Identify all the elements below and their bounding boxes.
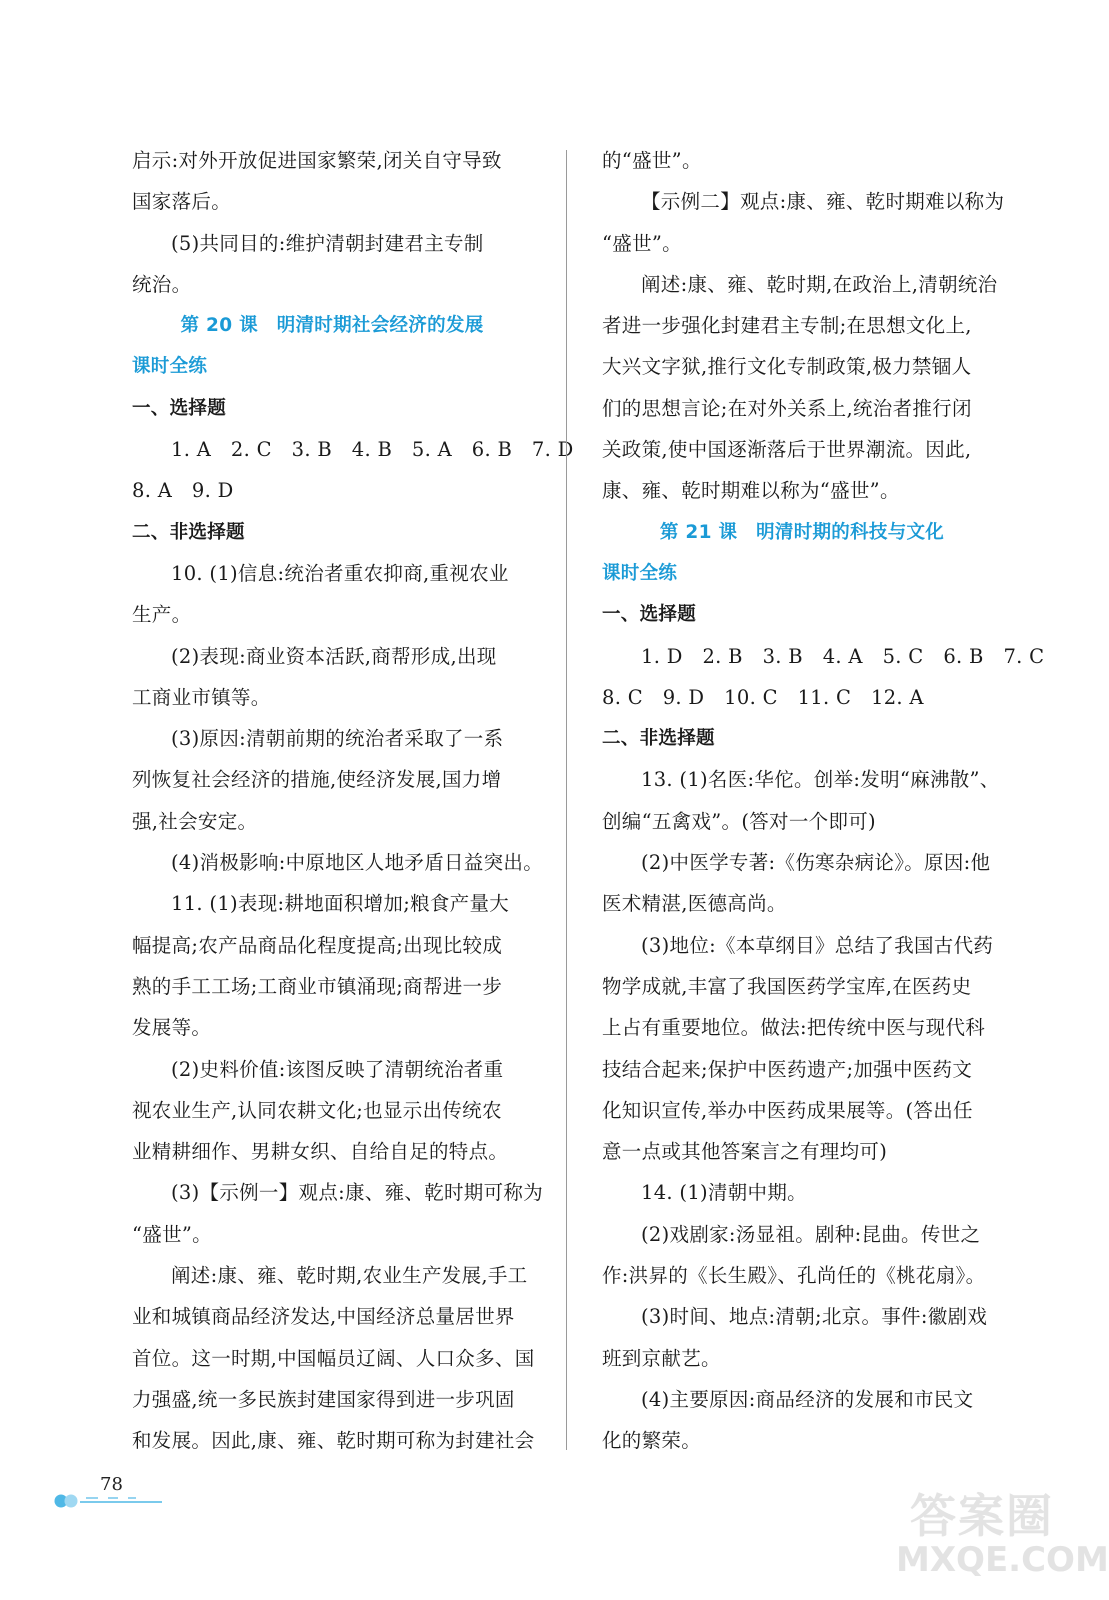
text-line: 8. A 9. D (132, 479, 234, 503)
text-line: (2)戏剧家:汤显祖。剧种:昆曲。传世之 (641, 1222, 981, 1246)
page-number: 78 (100, 1474, 123, 1495)
text-line: 视农业生产,认同农耕文化;也显示出传统农 (132, 1098, 502, 1122)
subsection-title: 课时全练 (602, 562, 678, 584)
text-line: (2)中医学专著:《伤寒杂病论》。原因:他 (641, 851, 991, 875)
text-line: 启示:对外开放促进国家繁荣,闭关自守导致 (132, 149, 502, 172)
text-line: 康、雍、乾时期难以称为“盛世”。 (602, 479, 900, 503)
text-line: 统治。 (132, 272, 192, 296)
text-line: 13. (1)名医:华佗。创举:发明“麻沸散”、 (641, 768, 1000, 792)
text-line: 们的思想言论;在对外关系上,统治者推行闭 (602, 396, 972, 420)
text-line: 阐述:康、雍、乾时期,农业生产发展,手工 (171, 1264, 528, 1288)
text-line: 技结合起来;保护中医药遗产;加强中医药文 (602, 1057, 973, 1081)
text-line: 大兴文字狱,推行文化专制政策,极力禁锢人 (602, 355, 972, 379)
text-line: 列恢复社会经济的措施,使经济发展,国力增 (132, 768, 502, 792)
column-divider (566, 150, 567, 1450)
text-line: “盛世”。 (132, 1222, 212, 1246)
text-line: 1. D 2. B 3. B 4. A 5. C 6. B 7. C (641, 644, 1045, 668)
section-heading: 一、选择题 (602, 604, 697, 626)
text-line: 和发展。因此,康、雍、乾时期可称为封建社会 (132, 1429, 535, 1453)
text-line: 阐述:康、雍、乾时期,在政治上,清朝统治 (641, 272, 998, 296)
text-line: 生产。 (132, 603, 192, 627)
text-line: 物学成就,丰富了我国医药学宝库,在医药史 (602, 974, 972, 998)
section-heading: 二、非选择题 (602, 728, 715, 750)
text-line: 上占有重要地位。做法:把传统中医与现代科 (602, 1016, 986, 1040)
right-column (602, 140, 1045, 1462)
text-line: (2)表现:商业资本活跃,商帮形成,出现 (171, 644, 497, 668)
text-line: (3)原因:清朝前期的统治者采取了一系 (171, 727, 504, 751)
footer-dot-icon (65, 1495, 78, 1508)
text-line: 幅提高;农产品商品化程度提高;出现比较成 (132, 933, 503, 957)
text-line: 11. (1)表现:耕地面积增加;粮食产量大 (171, 892, 510, 916)
text-line: (3)时间、地点:清朝;北京。事件:徽剧戏 (641, 1305, 988, 1329)
left-column (132, 140, 574, 1462)
subsection-title: 课时全练 (132, 356, 208, 378)
text-line: (2)史料价值:该图反映了清朝统治者重 (171, 1057, 504, 1081)
text-line: 班到京献艺。 (602, 1346, 721, 1370)
lesson-title: 第 20 课 明清时期社会经济的发展 (180, 315, 484, 337)
text-line: 国家落后。 (132, 190, 232, 214)
text-line: 10. (1)信息:统治者重农抑商,重视农业 (171, 561, 509, 585)
text-line: 工商业市镇等。 (132, 685, 271, 709)
text-line: 首位。这一时期,中国幅员辽阔、人口众多、国 (132, 1346, 535, 1370)
text-line: “盛世”。 (602, 231, 682, 255)
text-line: 的“盛世”。 (602, 149, 702, 172)
watermark-logo (896, 1480, 1109, 1590)
section-heading: 一、选择题 (132, 397, 227, 419)
text-line: 业精耕细作、男耕女织、自给自足的特点。 (132, 1140, 509, 1164)
text-line: (5)共同目的:维护清朝封建君主专制 (171, 231, 484, 255)
text-line: 意一点或其他答案言之有理均可) (602, 1140, 888, 1164)
watermark-url: MXQE.COM (896, 1540, 1109, 1580)
text-line: 【示例二】观点:康、雍、乾时期难以称为 (641, 190, 1005, 214)
text-line: 关政策,使中国逐渐落后于世界潮流。因此, (602, 438, 972, 462)
text-line: 化的繁荣。 (602, 1429, 702, 1453)
text-line: 熟的手工工场;工商业市镇涌现;商帮进一步 (132, 974, 503, 998)
text-line: 化知识宣传,举办中医药成果展等。(答出任 (602, 1098, 973, 1122)
text-line: 者进一步强化封建君主专制;在思想文化上, (602, 314, 972, 338)
text-line: 力强盛,统一多民族封建国家得到进一步巩固 (132, 1387, 515, 1411)
section-heading: 二、非选择题 (132, 521, 245, 543)
text-line: (4)消极影响:中原地区人地矛盾日益突出。 (171, 851, 543, 875)
text-line: 作:洪昇的《长生殿》、孔尚任的《桃花扇》。 (602, 1264, 986, 1288)
text-line: 8. C 9. D 10. C 11. C 12. A (602, 685, 924, 709)
text-line: (3)地位:《本草纲目》总结了我国古代药 (641, 933, 994, 957)
text-line: (4)主要原因:商品经济的发展和市民文 (641, 1387, 974, 1411)
text-line: 1. A 2. C 3. B 4. B 5. A 6. B 7. D (171, 438, 574, 462)
text-line: 业和城镇商品经济发达,中国经济总量居世界 (132, 1305, 515, 1329)
lesson-title: 第 21 课 明清时期的科技与文化 (659, 521, 945, 543)
text-line: (3)【示例一】观点:康、雍、乾时期可称为 (171, 1181, 543, 1205)
text-line: 强,社会安定。 (132, 809, 258, 833)
text-line: 医术精湛,医德高尚。 (602, 892, 787, 916)
text-line: 14. (1)清朝中期。 (641, 1181, 807, 1205)
text-line: 发展等。 (132, 1016, 212, 1040)
footer-decoration (52, 1490, 172, 1512)
watermark-text: 答案圈 (910, 1489, 1054, 1543)
text-line: 创编“五禽戏”。(答对一个即可) (602, 809, 876, 833)
